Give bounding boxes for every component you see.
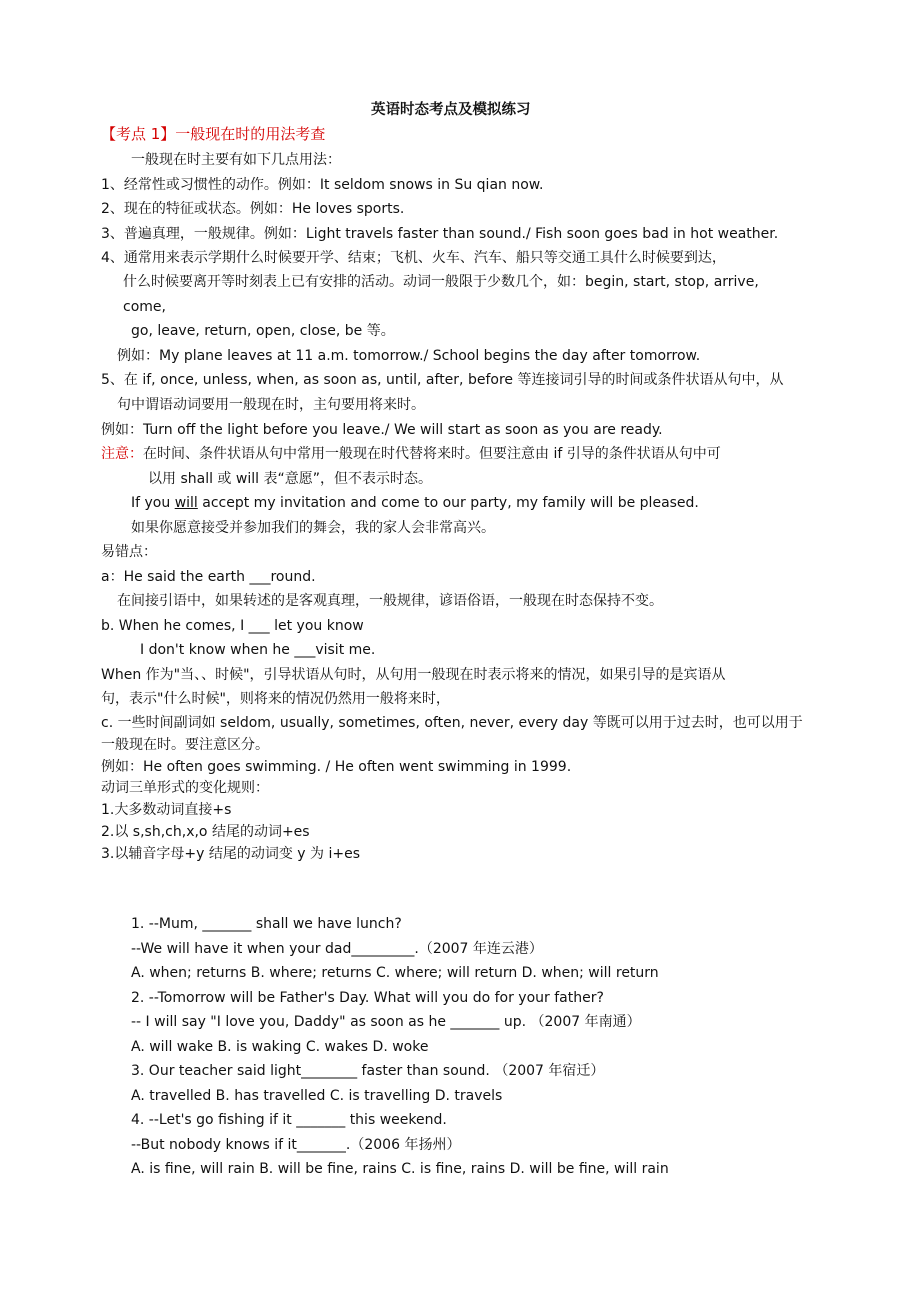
- usage-line: 例如：Turn off the light before you leave./ We will start as soon as you are ready.: [101, 422, 663, 438]
- usage-line: 例如：My plane leaves at 11 a.m. tomorrow./ School begins the day after tomorrow.: [117, 348, 701, 364]
- usage-line: come,: [123, 299, 166, 315]
- exercise-line: --But nobody knows if it_______.（2006 年扬州）: [131, 1137, 461, 1153]
- error-line: I don't know when he ___visit me.: [140, 642, 376, 658]
- error-line: When 作为"当、、时候"，引导状语从句时，从句用一般现在时表示将来的情况，如果引导的是宾语从: [101, 667, 726, 683]
- note-example-part: accept my invitation and come to our party, my family will be pleased.: [197, 495, 699, 511]
- section-heading: 【考点 1】一般现在时的用法考查: [101, 125, 326, 143]
- note-line: [101, 445, 721, 463]
- underlined-will: will: [174, 495, 198, 511]
- exercise-line: 2. --Tomorrow will be Father's Day. What will you do for your father?: [131, 990, 604, 1006]
- page-title: 英语时态考点及模拟练习: [371, 102, 531, 118]
- error-line: b. When he comes, I ___ let you know: [101, 618, 364, 634]
- note-example: [131, 494, 699, 512]
- usage-line: go, leave, return, open, close, be 等。: [131, 323, 395, 339]
- exercise-line: 1. --Mum, _______ shall we have lunch?: [131, 916, 402, 932]
- error-line: 2.以 s,sh,ch,x,o 结尾的动词+es: [101, 824, 310, 840]
- exercise-line: 3. Our teacher said light________ faster than sound. （2007 年宿迁）: [131, 1063, 605, 1079]
- error-line: a：He said the earth ___round.: [101, 569, 316, 585]
- error-line: 例如：He often goes swimming. / He often went swimming in 1999.: [101, 759, 572, 775]
- intro-text: 一般现在时主要有如下几点用法：: [131, 152, 341, 168]
- note-line-2: 以用 shall 或 will 表“意愿”，但不表示时态。: [148, 471, 432, 487]
- note-text: 在时间、条件状语从句中常用一般现在时代替将来时。但要注意由 if 引导的条件状语从句中可: [143, 446, 721, 462]
- note-translation: 如果你愿意接受并参加我们的舞会，我的家人会非常高兴。: [131, 520, 495, 536]
- error-line: c. 一些时间副词如 seldom, usually, sometimes, often, never, every day 等既可以用于过去时，也可以用于: [101, 715, 803, 731]
- error-line: 1.大多数动词直接+s: [101, 802, 232, 818]
- error-line: 一般现在时。要注意区分。: [101, 737, 269, 753]
- error-line: 动词三单形式的变化规则：: [101, 780, 269, 796]
- usage-line: 3、普遍真理，一般规律。例如：Light travels faster than sound./ Fish soon goes bad in hot weather.: [101, 226, 779, 242]
- error-line: 句，表示"什么时候"，则将来的情况仍然用一般将来时，: [101, 691, 450, 707]
- exercise-line: A. will wake B. is waking C. wakes D. woke: [131, 1039, 429, 1055]
- error-line: 在间接引语中，如果转述的是客观真理，一般规律，谚语俗语，一般现在时态保持不变。: [117, 593, 663, 609]
- exercise-line: A. travelled B. has travelled C. is travelling D. travels: [131, 1088, 503, 1104]
- exercise-line: --We will have it when your dad_________.（2007 年连云港）: [131, 941, 543, 957]
- exercise-line: -- I will say "I love you, Daddy" as soon as he _______ up. （2007 年南通）: [131, 1014, 641, 1030]
- usage-line: 2、现在的特征或状态。例如：He loves sports.: [101, 201, 405, 217]
- error-line: 3.以辅音字母+y 结尾的动词变 y 为 i+es: [101, 846, 360, 862]
- usage-line: 1、经常性或习惯性的动作。例如：It seldom snows in Su qian now.: [101, 177, 544, 193]
- usage-line: 什么时候要离开等时刻表上已有安排的活动。动词一般限于少数几个，如：begin, start, stop, arrive,: [123, 274, 759, 290]
- note-example-part: If you: [131, 495, 175, 511]
- usage-line: 4、通常用来表示学期什么时候要开学、结束；飞机、火车、汽车、船只等交通工具什么时候要到达，: [101, 250, 726, 266]
- usage-line: 句中谓语动词要用一般现在时，主句要用将来时。: [117, 397, 425, 413]
- exercise-line: 4. --Let's go fishing if it _______ this weekend.: [131, 1112, 447, 1128]
- exercise-line: A. is fine, will rain B. will be fine, rains C. is fine, rains D. will be fine, will rain: [131, 1161, 669, 1177]
- usage-line: 5、在 if, once, unless, when, as soon as, until, after, before 等连接词引导的时间或条件状语从句中，从: [101, 372, 784, 388]
- exercise-line: A. when; returns B. where; returns C. where; will return D. when; will return: [131, 965, 659, 981]
- note-label: 注意：: [101, 446, 143, 462]
- error-line: 易错点：: [101, 544, 157, 560]
